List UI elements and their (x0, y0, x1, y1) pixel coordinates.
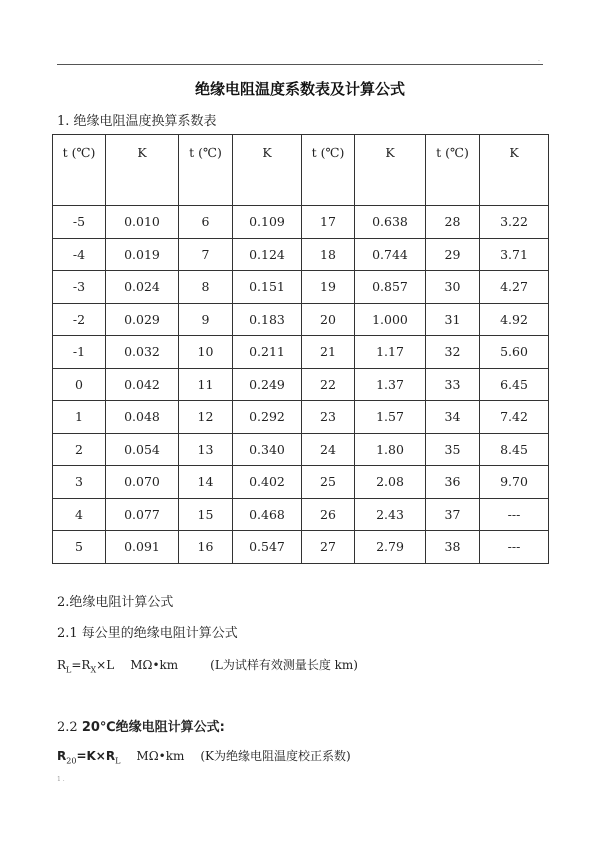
k-value-cell: 0.468 (233, 498, 302, 531)
temperature-cell: 11 (179, 368, 233, 401)
k-value-cell: 0.857 (355, 271, 426, 304)
k-value-cell: 3.71 (480, 238, 549, 271)
temperature-cell: 33 (426, 368, 480, 401)
formula-rest: ×L (96, 658, 115, 672)
footer-mark: 1 . (57, 776, 65, 783)
formula-per-km (57, 656, 358, 674)
table-row (53, 401, 549, 434)
k-value-cell: --- (480, 531, 549, 564)
k-value-cell: 0.183 (233, 303, 302, 336)
formula-symbol: R (81, 658, 91, 672)
k-value-cell: 1.17 (355, 336, 426, 369)
temperature-cell: 22 (302, 368, 355, 401)
k-value-cell: 1.000 (355, 303, 426, 336)
k-value-cell: 1.37 (355, 368, 426, 401)
k-value-cell: 6.45 (480, 368, 549, 401)
k-value-cell: 1.57 (355, 401, 426, 434)
temperature-cell: 18 (302, 238, 355, 271)
table-header-row (53, 135, 549, 206)
temperature-cell: 23 (302, 401, 355, 434)
k-value-cell: 0.054 (106, 433, 179, 466)
header-cell: t (℃) (426, 135, 480, 206)
k-value-cell: 0.048 (106, 401, 179, 434)
formula-symbol: R (57, 749, 67, 763)
k-value-cell: 0.070 (106, 466, 179, 499)
temperature-cell: 36 (426, 466, 480, 499)
temperature-cell: -4 (53, 238, 106, 271)
header-cell: K (233, 135, 302, 206)
section-title: 20℃绝缘电阻计算公式: (81, 720, 225, 735)
k-value-cell: 0.292 (233, 401, 302, 434)
table-row (53, 498, 549, 531)
header-rule (57, 64, 543, 65)
temperature-cell: 29 (426, 238, 480, 271)
temperature-cell: 3 (53, 466, 106, 499)
k-value-cell: 0.109 (233, 206, 302, 239)
temperature-cell: 38 (426, 531, 480, 564)
temperature-cell: 30 (426, 271, 480, 304)
k-value-cell: 2.79 (355, 531, 426, 564)
k-value-cell: 0.091 (106, 531, 179, 564)
temperature-cell: 25 (302, 466, 355, 499)
temperature-cell: -5 (53, 206, 106, 239)
temperature-cell: 24 (302, 433, 355, 466)
document-title: 绝缘电阻温度系数表及计算公式 (194, 80, 405, 98)
temperature-cell: 2 (53, 433, 106, 466)
section-2-1-heading: 2.1 每公里的绝缘电阻计算公式 (57, 626, 238, 641)
table-row (53, 238, 549, 271)
table-row (53, 336, 549, 369)
temperature-cell: 37 (426, 498, 480, 531)
table-row (53, 303, 549, 336)
header-cell: K (355, 135, 426, 206)
header-cell: t (℃) (302, 135, 355, 206)
k-value-cell: 0.019 (106, 238, 179, 271)
temperature-cell: 8 (179, 271, 233, 304)
temperature-cell: 21 (302, 336, 355, 369)
temperature-cell: 0 (53, 368, 106, 401)
formula-20c (57, 747, 351, 765)
table-row (53, 206, 549, 239)
temperature-cell: 34 (426, 401, 480, 434)
k-value-cell: --- (480, 498, 549, 531)
header-cell: t (℃) (179, 135, 233, 206)
k-value-cell: 0.010 (106, 206, 179, 239)
header-cell: t (℃) (53, 135, 106, 206)
formula-subscript: L (115, 756, 121, 766)
temperature-cell: 17 (302, 206, 355, 239)
k-value-cell: 0.211 (233, 336, 302, 369)
temperature-cell: 28 (426, 206, 480, 239)
section-2-2-heading (57, 716, 225, 735)
table-row (53, 368, 549, 401)
temperature-cell: 31 (426, 303, 480, 336)
temperature-cell: 13 (179, 433, 233, 466)
temperature-cell: 6 (179, 206, 233, 239)
formula-subscript: L (66, 665, 72, 675)
formula-unit: MΩ•km (136, 749, 185, 763)
temperature-cell: 32 (426, 336, 480, 369)
temperature-cell: 14 (179, 466, 233, 499)
k-value-cell: 1.80 (355, 433, 426, 466)
k-value-cell: 0.547 (233, 531, 302, 564)
section-1-heading: 1. 绝缘电阻温度换算系数表 (57, 114, 217, 129)
temperature-cell: 1 (53, 401, 106, 434)
k-value-cell: 9.70 (480, 466, 549, 499)
k-value-cell: 0.638 (355, 206, 426, 239)
temperature-cell: 15 (179, 498, 233, 531)
temperature-cell: 9 (179, 303, 233, 336)
temperature-cell: -3 (53, 271, 106, 304)
temperature-cell: 20 (302, 303, 355, 336)
k-value-cell: 0.029 (106, 303, 179, 336)
k-value-cell: 0.151 (233, 271, 302, 304)
temperature-cell: 16 (179, 531, 233, 564)
table-row (53, 531, 549, 564)
table-body (53, 206, 549, 564)
k-value-cell: 0.032 (106, 336, 179, 369)
header-cell: K (480, 135, 549, 206)
temperature-cell: 27 (302, 531, 355, 564)
temperature-cell: -2 (53, 303, 106, 336)
temperature-cell: 19 (302, 271, 355, 304)
table-row (53, 433, 549, 466)
k-value-cell: 4.92 (480, 303, 549, 336)
table-row (53, 466, 549, 499)
formula-unit: MΩ•km (130, 658, 179, 672)
temperature-cell: 4 (53, 498, 106, 531)
temperature-cell: 7 (179, 238, 233, 271)
temperature-cell: 5 (53, 531, 106, 564)
k-value-cell: 0.042 (106, 368, 179, 401)
k-value-cell: 2.43 (355, 498, 426, 531)
section-2-heading: 2.绝缘电阻计算公式 (57, 595, 174, 610)
formula-note: (K为绝缘电阻温度校正系数) (200, 749, 351, 763)
k-value-cell: 0.744 (355, 238, 426, 271)
formula-mid: =K×R (76, 749, 116, 763)
formula-subscript: X (90, 665, 97, 675)
k-value-cell: 0.249 (233, 368, 302, 401)
temperature-cell: -1 (53, 336, 106, 369)
section-number: 2.2 (57, 720, 82, 735)
k-value-cell: 0.024 (106, 271, 179, 304)
k-value-cell: 5.60 (480, 336, 549, 369)
k-value-cell: 0.124 (233, 238, 302, 271)
temperature-cell: 12 (179, 401, 233, 434)
k-value-cell: 0.340 (233, 433, 302, 466)
k-value-cell: 0.402 (233, 466, 302, 499)
temperature-coefficient-table (52, 134, 549, 564)
k-value-cell: 4.27 (480, 271, 549, 304)
temperature-cell: 35 (426, 433, 480, 466)
header-mark: . (538, 56, 540, 63)
k-value-cell: 7.42 (480, 401, 549, 434)
k-value-cell: 8.45 (480, 433, 549, 466)
table-row (53, 271, 549, 304)
formula-equals: = (71, 658, 82, 672)
k-value-cell: 2.08 (355, 466, 426, 499)
header-cell: K (106, 135, 179, 206)
temperature-cell: 26 (302, 498, 355, 531)
temperature-cell: 10 (179, 336, 233, 369)
formula-subscript: 20 (66, 756, 77, 766)
formula-note: (L为试样有效测量长度 km) (210, 658, 358, 672)
k-value-cell: 0.077 (106, 498, 179, 531)
k-value-cell: 3.22 (480, 206, 549, 239)
formula-symbol: R (57, 658, 67, 672)
